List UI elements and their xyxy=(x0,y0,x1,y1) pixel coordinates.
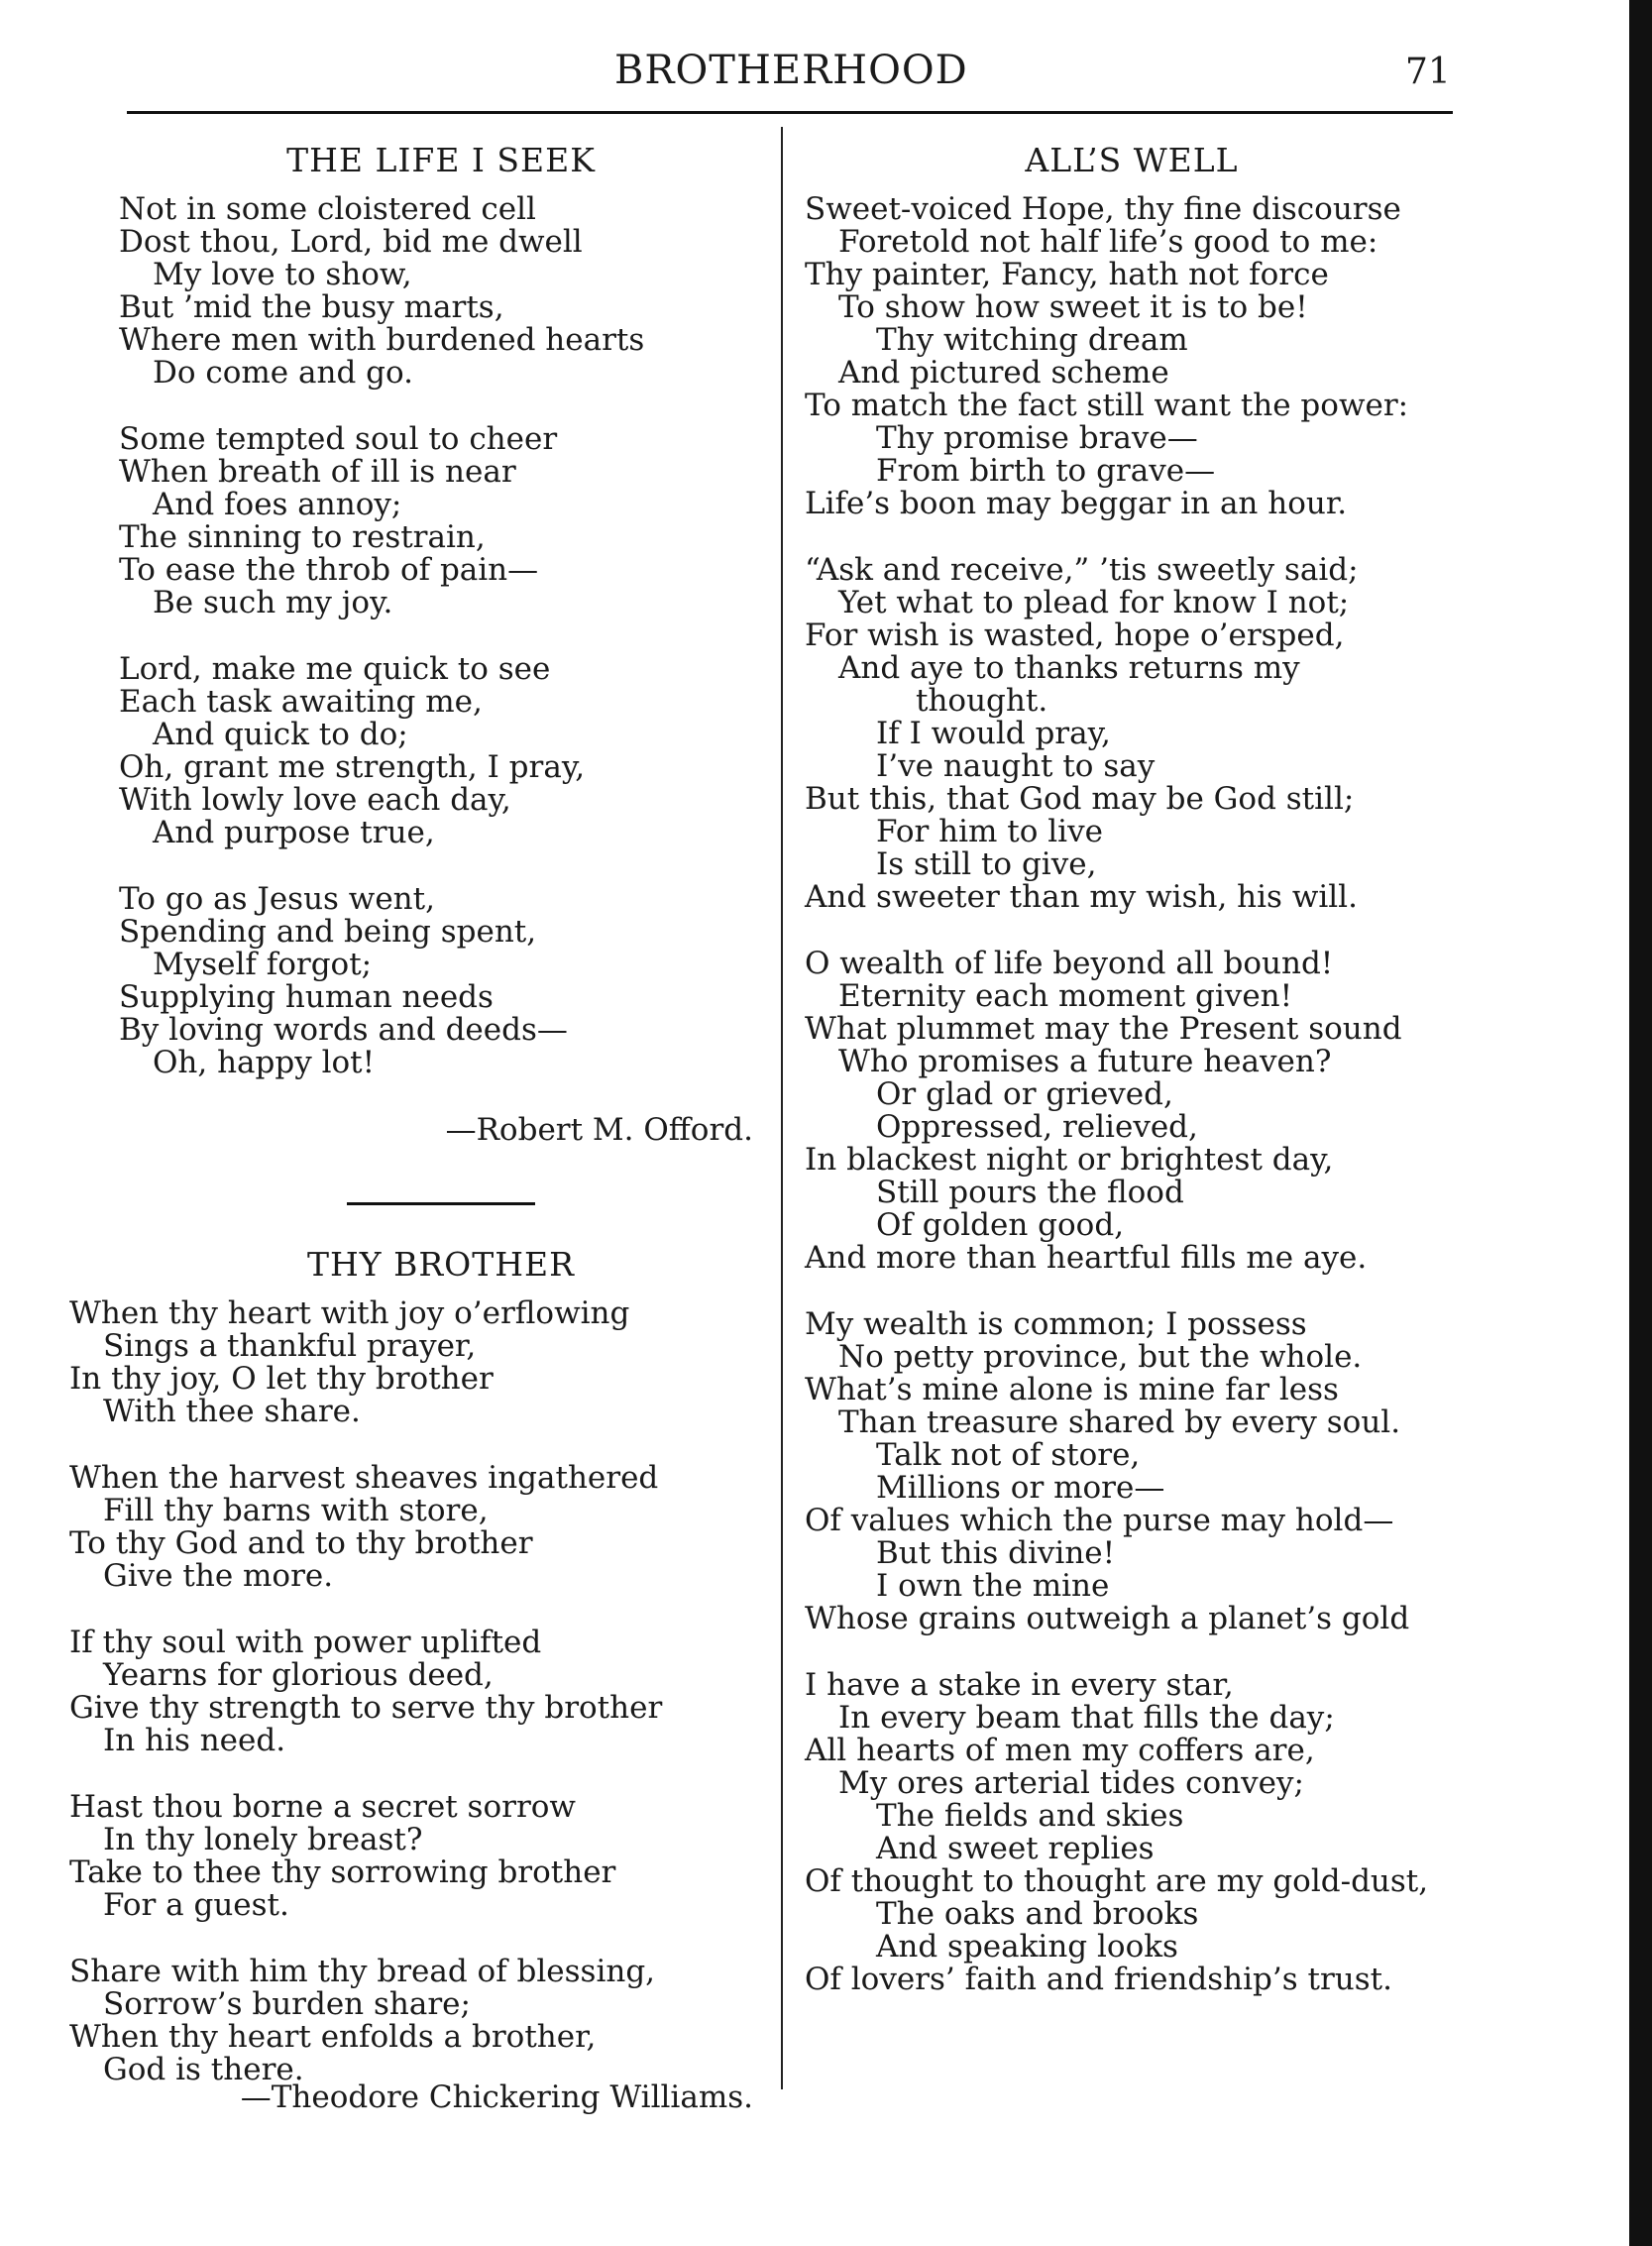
poem-line: To show how sweet it is to be! xyxy=(838,289,1308,325)
poem-line: The sinning to restrain, xyxy=(119,519,486,555)
poem-line: Each task awaiting me, xyxy=(119,684,483,720)
poem-line: Oppressed, relieved, xyxy=(876,1109,1198,1145)
poem-line: Thy promise brave— xyxy=(876,420,1198,456)
poem-line: Sorrow’s burden share; xyxy=(103,1986,471,2022)
poem-line: And more than heartful fills me aye. xyxy=(805,1240,1368,1276)
poem-line: I have a stake in every star, xyxy=(805,1667,1234,1703)
poem-line: What’s mine alone is mine far less xyxy=(805,1372,1339,1407)
poem-line: I own the mine xyxy=(876,1568,1110,1604)
right-column xyxy=(805,129,1459,2030)
poem-stanzas xyxy=(69,1297,763,2086)
poem-line: For wish is wasted, hope o’ersped, xyxy=(805,618,1345,653)
poem-line: Foretold not half life’s good to me: xyxy=(838,224,1378,260)
poem-line: Millions or more— xyxy=(876,1470,1165,1506)
page-header xyxy=(0,48,1652,107)
poem-line: To thy God and to thy brother xyxy=(69,1525,533,1561)
poem-line: And sweeter than my wish, his will. xyxy=(805,879,1358,915)
poem-line: Sings a thankful prayer, xyxy=(103,1328,477,1364)
poem-line: Spending and being spent, xyxy=(119,914,537,950)
poem-line: And sweet replies xyxy=(876,1831,1155,1866)
poem-line: My love to show, xyxy=(153,257,412,292)
poem-title: THE LIFE I SEEK xyxy=(286,141,596,179)
poem-title: ALL’S WELL xyxy=(1025,141,1239,179)
poem-stanzas xyxy=(119,193,763,1079)
poem-line: Dost thou, Lord, bid me dwell xyxy=(119,224,583,260)
poem-line: By loving words and deeds— xyxy=(119,1012,568,1048)
poem-line: When thy heart with joy o’erflowing xyxy=(69,1295,630,1331)
stanza xyxy=(69,1627,763,1757)
poem-stanzas xyxy=(805,193,1459,1996)
poem-line: If thy soul with power uplifted xyxy=(69,1625,542,1660)
poem-line: All hearts of men my coffers are, xyxy=(805,1733,1315,1768)
poem-line: My wealth is common; I possess xyxy=(805,1306,1307,1342)
poem-line: Yet what to plead for know I not; xyxy=(838,585,1350,620)
poem-line: In blackest night or brightest day, xyxy=(805,1142,1334,1178)
stanza xyxy=(119,423,763,619)
poem-title: THY BROTHER xyxy=(307,1245,575,1284)
stanza xyxy=(69,1956,763,2086)
poem-thy-brother xyxy=(69,1245,763,2115)
poem-line: In thy lonely breast? xyxy=(103,1822,423,1857)
poem-line: And pictured scheme xyxy=(838,355,1169,391)
poem-line: Thy painter, Fancy, hath not force xyxy=(805,257,1329,292)
poem-author: —Robert M. Offord. xyxy=(445,1112,753,1148)
poem-line: Sweet-voiced Hope, thy fine discourse xyxy=(805,191,1401,227)
poem-line: Give thy strength to serve thy brother xyxy=(69,1690,663,1726)
poem-line: For him to live xyxy=(876,814,1103,849)
stanza xyxy=(119,193,763,390)
poem-separator xyxy=(347,1202,535,1205)
poem-line: Yearns for glorious deed, xyxy=(103,1657,494,1693)
poem-line: For a guest. xyxy=(103,1887,289,1923)
poem-line: If I would pray, xyxy=(876,716,1111,751)
poem-line: I’ve naught to say xyxy=(876,748,1156,784)
poem-line: My ores arterial tides convey; xyxy=(838,1765,1304,1801)
poem-line: But this divine! xyxy=(876,1535,1116,1571)
poem-line: Life’s boon may beggar in an hour. xyxy=(805,486,1348,521)
running-title: BROTHERHOOD xyxy=(614,48,968,93)
poem-line: Supplying human needs xyxy=(119,979,494,1015)
poem-line: Lord, make me quick to see xyxy=(119,651,551,687)
poem-author: —Theodore Chickering Williams. xyxy=(240,2079,753,2115)
poem-line: Than treasure shared by every soul. xyxy=(838,1404,1401,1440)
poem-line: And purpose true, xyxy=(153,815,435,850)
stanza xyxy=(805,1308,1459,1635)
poem-line: But ’mid the busy marts, xyxy=(119,289,504,325)
poem-line: Whose grains outweigh a planet’s gold xyxy=(805,1601,1410,1636)
stanza xyxy=(69,1791,763,1922)
stanza xyxy=(805,554,1459,914)
poem-line: To match the fact still want the power: xyxy=(805,388,1409,423)
poem-line: Some tempted soul to cheer xyxy=(119,421,558,457)
poem-line: When breath of ill is near xyxy=(119,454,516,490)
poem-line: Hast thou borne a secret sorrow xyxy=(69,1789,576,1825)
poem-line: But this, that God may be God still; xyxy=(805,781,1355,817)
poem-line: No petty province, but the whole. xyxy=(838,1339,1363,1375)
stanza xyxy=(119,653,763,849)
poem-line: What plummet may the Present sound xyxy=(805,1011,1402,1047)
poem-line: And foes annoy; xyxy=(153,487,402,522)
poem-line: Be such my joy. xyxy=(153,585,393,620)
poem-line: Who promises a future heaven? xyxy=(838,1044,1332,1079)
page-edge-shadow xyxy=(1629,0,1652,2246)
stanza xyxy=(69,1462,763,1593)
poem-line: Talk not of store, xyxy=(876,1437,1141,1473)
poem-line: Give the more. xyxy=(103,1558,334,1594)
poem-line: Take to thee thy sorrowing brother xyxy=(69,1854,616,1890)
poem-line: Of thought to thought are my gold-dust, xyxy=(805,1863,1429,1899)
stanza xyxy=(805,193,1459,520)
column-divider xyxy=(781,127,783,2089)
poem-line: Share with him thy bread of blessing, xyxy=(69,1954,656,1989)
poem-line: thought. xyxy=(916,683,1048,719)
poem-line: When the harvest sheaves ingathered xyxy=(69,1460,659,1496)
stanza xyxy=(805,1669,1459,1996)
poem-line: Of values which the purse may hold— xyxy=(805,1503,1394,1538)
poem-line: Eternity each moment given! xyxy=(838,978,1293,1014)
poem-line: Not in some cloistered cell xyxy=(119,191,536,227)
poem-line: Still pours the flood xyxy=(876,1175,1184,1210)
poem-line: And speaking looks xyxy=(876,1929,1178,1965)
poem-line: From birth to grave— xyxy=(876,453,1216,489)
poem-line: When thy heart enfolds a brother, xyxy=(69,2019,597,2055)
poem-line: Of golden good, xyxy=(876,1207,1125,1243)
poem-line: Do come and go. xyxy=(153,355,413,391)
poem-line: Is still to give, xyxy=(876,846,1097,882)
poem-line: And aye to thanks returns my xyxy=(838,650,1300,686)
poem-line: With thee share. xyxy=(103,1394,361,1429)
poem-line: Where men with burdened hearts xyxy=(119,322,645,358)
poem-line: Fill thy barns with store, xyxy=(103,1493,489,1528)
poem-line: With lowly love each day, xyxy=(119,782,511,818)
header-rule xyxy=(127,111,1453,114)
poem-line: Myself forgot; xyxy=(153,947,373,982)
poem-line: In his need. xyxy=(103,1723,286,1758)
poem-the-life-i-seek xyxy=(119,141,763,1147)
poem-line: To ease the throb of pain— xyxy=(119,552,539,588)
poem-line: To go as Jesus went, xyxy=(119,881,435,917)
poem-line: O wealth of life beyond all bound! xyxy=(805,946,1334,981)
poem-line: In thy joy, O let thy brother xyxy=(69,1361,494,1397)
poem-line: The fields and skies xyxy=(876,1798,1184,1834)
left-column xyxy=(69,129,763,2115)
poem-line: Thy witching dream xyxy=(876,322,1188,358)
poem-line: Or glad or grieved, xyxy=(876,1076,1173,1112)
poem-alls-well xyxy=(805,141,1459,1996)
stanza xyxy=(805,948,1459,1275)
poem-line: “Ask and receive,” ’tis sweetly said; xyxy=(805,552,1359,588)
poem-line: Of lovers’ faith and friendship’s trust. xyxy=(805,1962,1392,1997)
poem-line: Oh, grant me strength, I pray, xyxy=(119,749,586,785)
page-number: 71 xyxy=(1405,52,1451,92)
poem-line: In every beam that fills the day; xyxy=(838,1700,1335,1736)
poem-line: God is there. xyxy=(103,2052,304,2087)
stanza xyxy=(69,1297,763,1428)
poem-line: Oh, happy lot! xyxy=(153,1045,376,1080)
poem-line: And quick to do; xyxy=(153,717,408,752)
stanza xyxy=(119,883,763,1079)
poem-line: The oaks and brooks xyxy=(876,1896,1199,1932)
